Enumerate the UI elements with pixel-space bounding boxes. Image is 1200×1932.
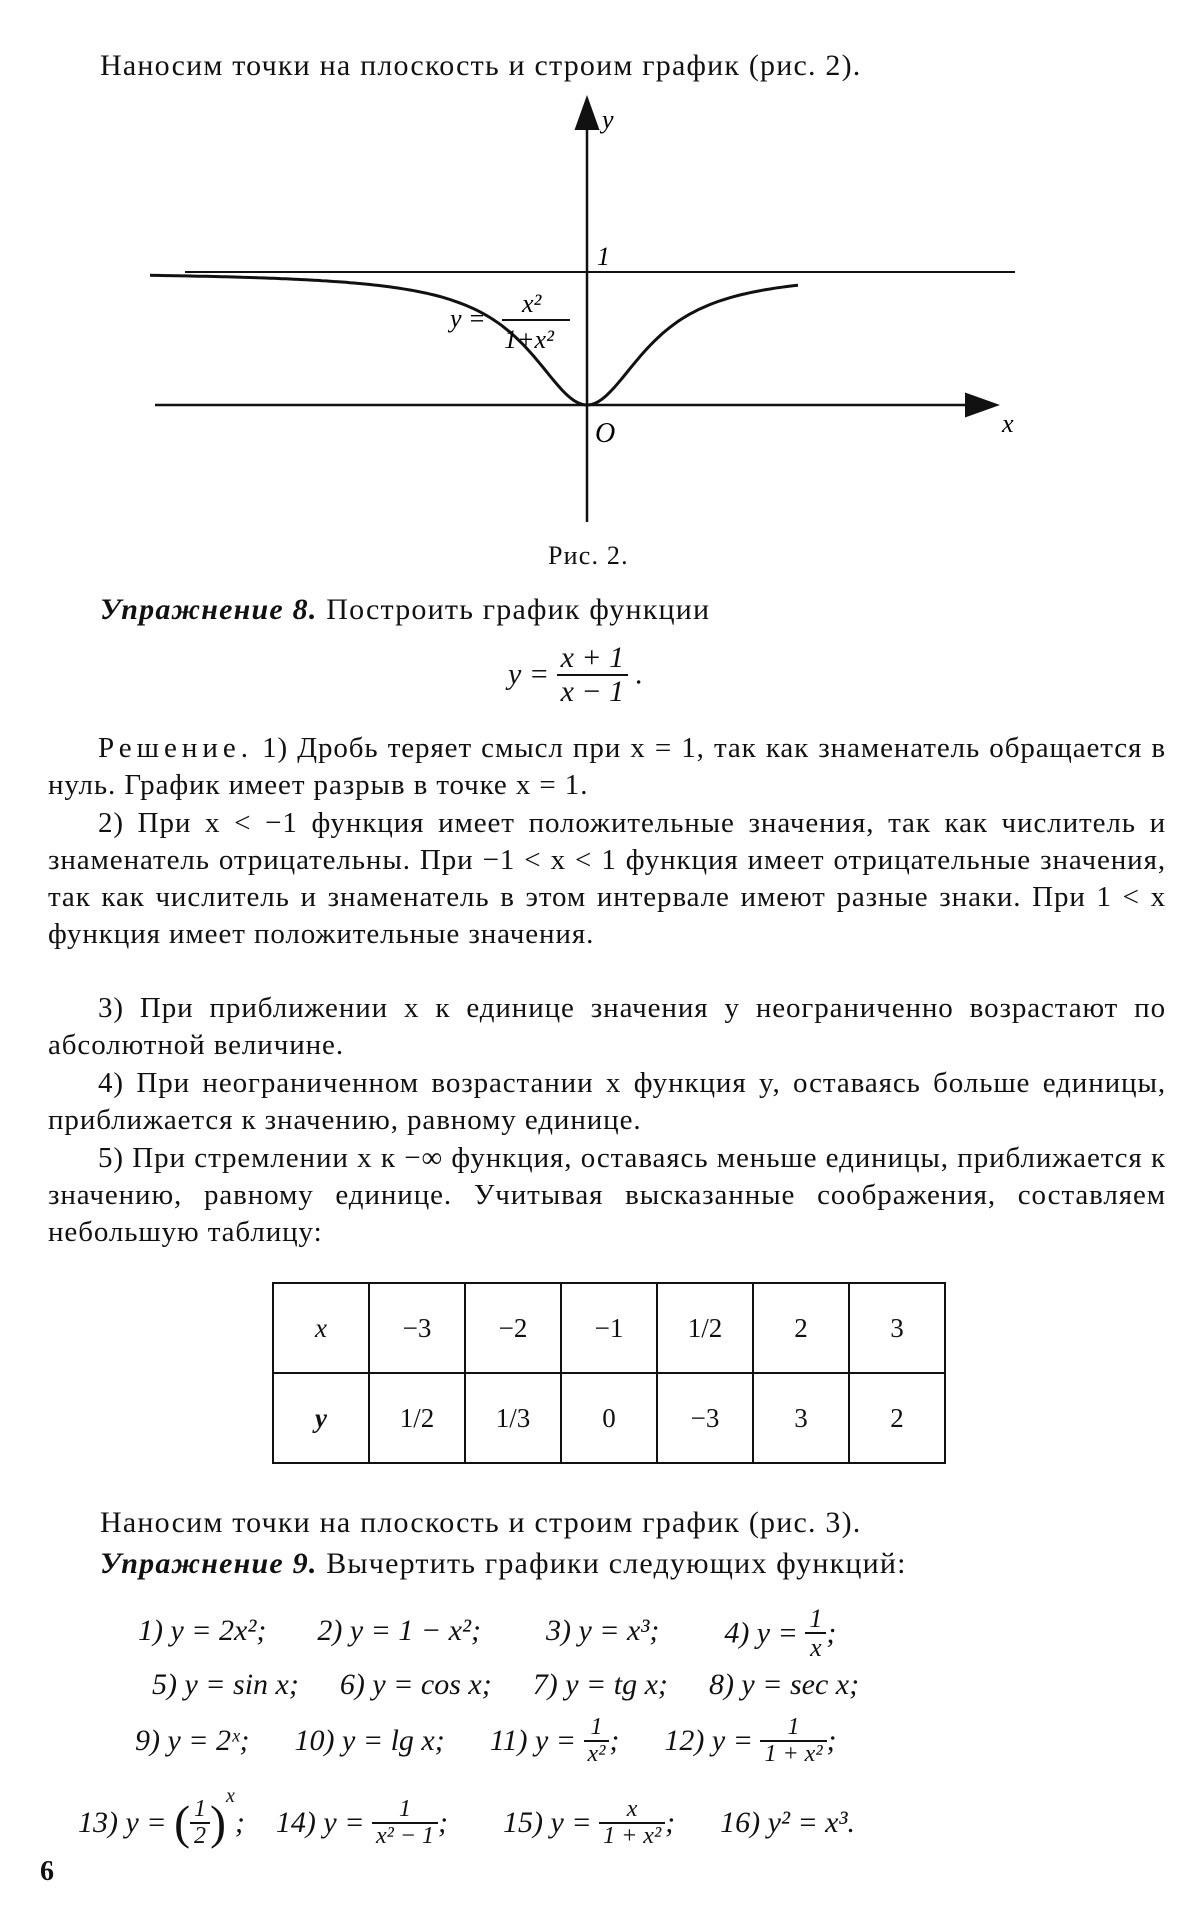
figure-2-graph (150, 90, 1050, 530)
table-cell: 0 (561, 1373, 657, 1463)
function-item-13-lhs: 13) y = (78, 1806, 167, 1840)
exercise9-heading: Упражнение 9. (100, 1547, 318, 1580)
function-item-5: 5) y = sin x; (152, 1668, 299, 1701)
table-cell: 3 (849, 1283, 945, 1373)
solution-paragraph-4: 4) При неограниченном возрастании x функция y, оставаясь больше единицы, приближается к значению, равному единице. (48, 1067, 1166, 1136)
function-item-2: 2) y = 1 − x²; (317, 1614, 481, 1648)
solution-paragraph-1 (48, 730, 1166, 804)
exercise8-text: Построить график функции (326, 593, 711, 626)
ex8-formula-end: . (635, 657, 644, 691)
exercise9-text: Вычертить графики следующих функций: (326, 1547, 907, 1580)
function-item-12-den: 1 + x² (764, 1741, 823, 1768)
table-row-y (273, 1373, 945, 1463)
solution-paragraph-3: 3) При приближении x к единице значения y неограниченно возрастают по абсолютной величине. (48, 992, 1166, 1061)
table-cell: −1 (561, 1283, 657, 1373)
function-item-1: 1) y = 2x²; (138, 1614, 267, 1648)
values-table (272, 1282, 946, 1464)
formula-denominator: 1+x² (504, 325, 554, 354)
function-item-13-den: 2 (194, 1823, 207, 1850)
table-cell: 1/2 (657, 1283, 753, 1373)
table-cell: −3 (369, 1283, 465, 1373)
solution-p1-text: 1) Дробь теряет смысл при x = 1, так как знаменатель обращается в нуль. График имеет разрыв в точке x = 1. (48, 732, 1166, 801)
function-item-12-num: 1 (760, 1715, 826, 1742)
figure-caption: Рис. 2. (548, 541, 629, 570)
solution-paragraph-2: 2) При x < −1 функция имеет положительные значения, так как числитель и знаменатель отрицательны. При −1 < x < 1 функция имеет отрицательные значения, так как числитель и знаменатель в этом интервале имеют разные знаки. При 1 < x функция имеет положительные значения. (48, 807, 1166, 950)
function-item-14-lhs: 14) y = (275, 1806, 365, 1840)
table-cell-x-label: x (273, 1283, 369, 1373)
intro-line: Наносим точки на плоскость и строим график (рис. 2). (100, 49, 862, 82)
function-item-3: 3) y = x³; (545, 1614, 660, 1648)
ex8-formula-lhs: y = (508, 657, 550, 691)
function-item-4-lhs: 4) y = (724, 1616, 798, 1650)
function-item-13-exp: x (226, 1785, 235, 1807)
exercise8-heading: Упражнение 8. (100, 593, 318, 626)
function-item-10: 10) y = lg x; (294, 1724, 445, 1758)
functions-row-1: 1) y = 2x²; 2) y = 1 − x²; 3) y = x³; 4) y = $\frac{1}{x}$ ; (138, 1604, 837, 1663)
table-cell: −2 (465, 1283, 561, 1373)
functions-row-3: 9) y = 2ˣ; 10) y = lg x; 11) y = $\frac{1}{\text{x²}}$ ; 12) y = $\frac{1}{\text{1 + x²}}$ ; (135, 1714, 837, 1768)
function-item-15-den: 1 + x² (603, 1823, 662, 1850)
ex8-formula-denominator: x − 1 (560, 674, 625, 708)
table-cell: 2 (849, 1373, 945, 1463)
origin-label: O (595, 418, 616, 449)
curve-x2-over-1-plus-x2 (150, 275, 798, 405)
functions-row-4: 13) y = ( $\frac{1}{2}$ )$^x$; 14) y = $\frac{1}{\text{x² − 1}}$ ; 15) y = $\frac{x}{\text{1 + x²}}$ ; 16) y² = x³. (78, 1785, 855, 1850)
function-item-15-lhs: 15) y = (503, 1806, 592, 1840)
exercise8-formula (508, 642, 643, 707)
function-item-7: 7) y = tg x; (532, 1668, 668, 1701)
function-item-11-num: 1 (584, 1715, 610, 1742)
ex8-formula-numerator: x + 1 (557, 642, 629, 676)
table-cell: 1/3 (465, 1373, 561, 1463)
function-item-12-lhs: 12) y = (664, 1724, 753, 1758)
page-number: 6 (40, 1856, 54, 1887)
function-item-8: 8) y = sec x; (708, 1668, 860, 1701)
after-table-line: Наносим точки на плоскость и строим график (рис. 3). (100, 1506, 862, 1539)
solution-lead: Решение. (98, 732, 253, 764)
exercise9-line (100, 1546, 907, 1582)
table-cell: 1/2 (369, 1373, 465, 1463)
solution-paragraph-5: 5) При стремлении x к −∞ функция, оставаясь меньше единицы, приближается к значению, равному единице. Учитывая высказанные соображения, составляем небольшую таблицу: (48, 1142, 1166, 1248)
function-item-14-den: x² − 1 (375, 1823, 435, 1850)
function-item-4-num: 1 (805, 1605, 826, 1634)
table-cell: −3 (657, 1373, 753, 1463)
table-row-x (273, 1283, 945, 1373)
function-item-16: 16) y² = x³. (720, 1806, 855, 1840)
function-item-11-lhs: 11) y = (489, 1724, 577, 1758)
exercise8-line (100, 592, 710, 628)
formula-lhs: y = (450, 304, 486, 333)
function-item-13-num: 1 (190, 1797, 210, 1824)
function-item-4-den: x (810, 1633, 822, 1663)
function-item-9: 9) y = 2ˣ; (135, 1724, 250, 1758)
function-item-15-num: x (599, 1797, 665, 1824)
function-item-6: 6) y = cos x; (339, 1668, 492, 1701)
y-axis-label: y (602, 105, 614, 134)
table-cell-y-label: y (273, 1373, 369, 1463)
table-cell: 3 (753, 1373, 849, 1463)
table-cell: 2 (753, 1283, 849, 1373)
function-item-14-num: 1 (372, 1797, 438, 1824)
functions-row-2 (152, 1668, 859, 1702)
x-axis-label: x (1002, 409, 1014, 438)
formula-numerator: x² (522, 289, 542, 318)
tick-label-one: 1 (597, 242, 610, 271)
function-item-11-den: x² (587, 1741, 606, 1768)
